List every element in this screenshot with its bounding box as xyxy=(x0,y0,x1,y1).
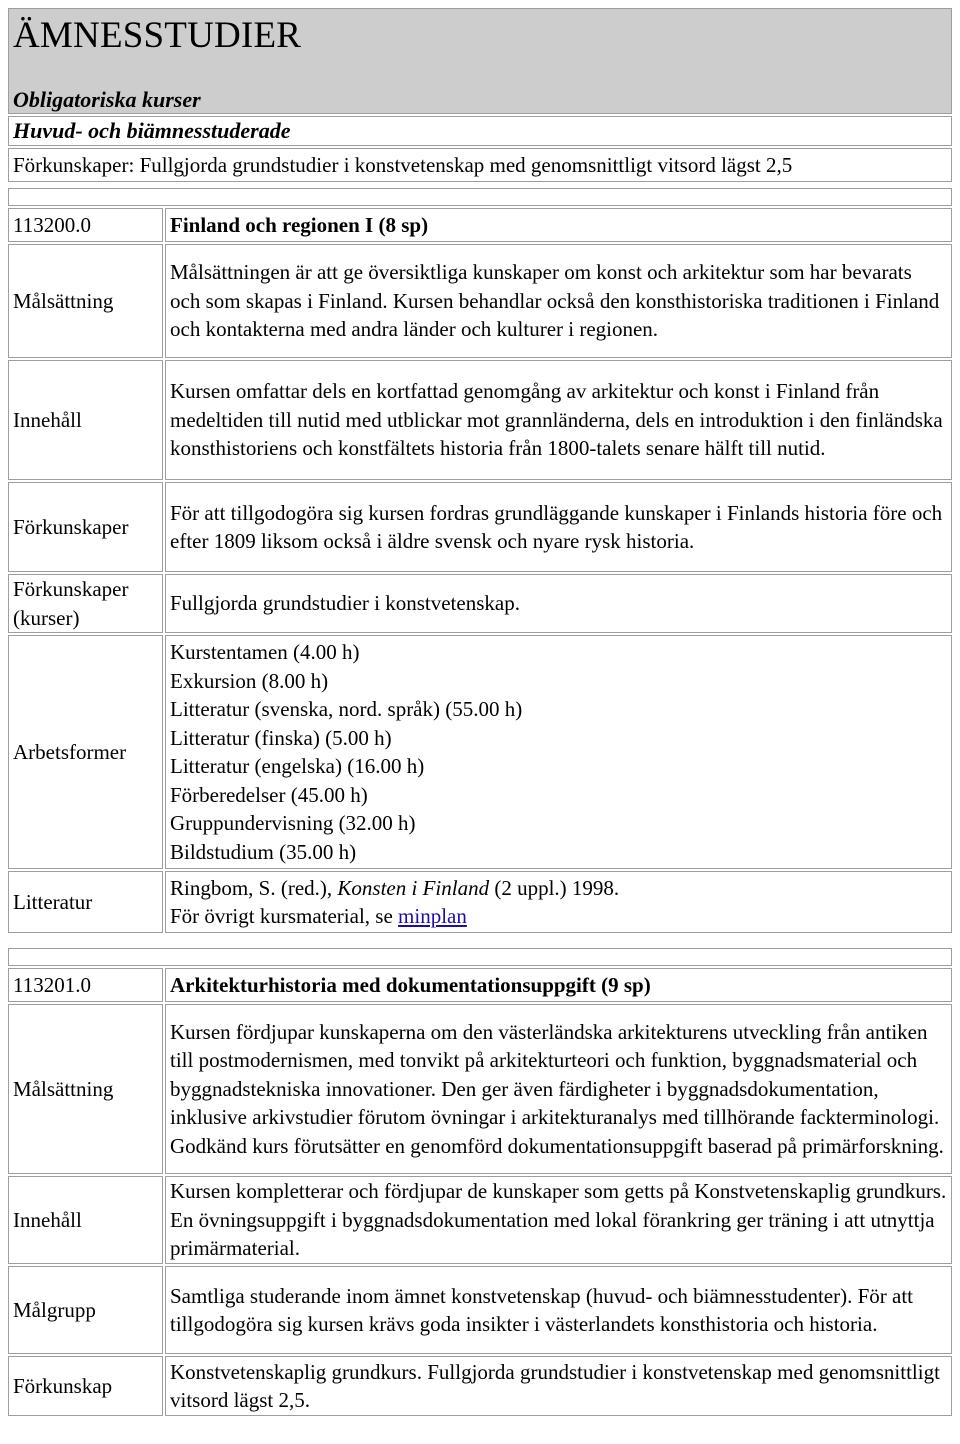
row-text-malsattning: Målsättningen är att ge översiktliga kunskaper om konst och arkitektur som har bevarats och som skapas i Finland. Kursen behandlar också den konsthistoriska traditionen i Finland och kontakterna med andra länder och kulturer i regionen. xyxy=(165,244,952,358)
course-code: 113200.0 xyxy=(8,208,163,242)
row-label-malsattning: Målsättning xyxy=(8,1004,163,1174)
literature-book-title: Konsten i Finland xyxy=(337,875,490,900)
workform-item: Förberedelser (45.00 h) xyxy=(170,782,368,807)
workform-item: Exkursion (8.00 h) xyxy=(170,668,329,693)
course-code: 113201.0 xyxy=(8,968,163,1002)
workform-item: Litteratur (svenska, nord. språk) (55.00 h) xyxy=(170,697,523,721)
row-label-forkunskap: Förkunskap xyxy=(8,1356,163,1416)
row-text-litteratur xyxy=(165,871,952,933)
student-group-heading: Huvud- och biämnesstuderade xyxy=(13,118,291,143)
row-label-innehall: Innehåll xyxy=(8,360,163,480)
row-text-malsattning: Kursen fördjupar kunskaperna om den västerländska arkitekturens utveckling från antiken till postmodernismen, med tonvikt på arkitekturteori och funktion, byggnadsmaterial och byggnadstekniska innovationer. Den ger även färdigheter i byggnadsdokumentation, inklusive arkivstudier förutom övningar i arkitekturanalys med tillhörande fackterminologi. Godkänd kurs förutsätter en genomförd dokumentationsuppgift baserad på primärforskning. xyxy=(165,1004,952,1174)
minplan-link[interactable]: minplan xyxy=(398,904,467,928)
subtitle2-cell xyxy=(8,116,952,146)
course-table-113200 xyxy=(6,186,954,935)
course-name: Finland och regionen I (8 sp) xyxy=(165,208,952,242)
row-text-innehall: Kursen kompletterar och fördjupar de kunskaper som getts på Konstvetenskaplig grundkurs. En övningsuppgift i byggnadsdokumentation med lokal förankring ger träning i att utnyttja primärmaterial. xyxy=(165,1176,952,1264)
page-title: ÄMNESSTUDIER xyxy=(13,15,302,56)
row-text-forkunskaper: För att tillgodogöra sig kursen fordras grundläggande kunskaper i Finlands historia före och efter 1809 liksom också i äldre svensk och nyare rysk historia. xyxy=(165,482,952,572)
row-text-forkunskap: Konstvetenskaplig grundkurs. Fullgjorda grundstudier i konstvetenskap med genomsnittligt vitsord lägst 2,5. xyxy=(165,1356,952,1416)
header-table xyxy=(6,6,954,184)
row-text-arbetsformer xyxy=(165,635,952,869)
course-table-113201 xyxy=(6,946,954,1418)
row-label-arbetsformer: Arbetsformer xyxy=(8,635,163,869)
row-label-innehall: Innehåll xyxy=(8,1176,163,1264)
workform-item: Litteratur (finska) (5.00 h) xyxy=(170,725,392,750)
row-label-litteratur: Litteratur xyxy=(8,871,163,933)
literature-note: För övrigt kursmaterial, se xyxy=(170,904,393,928)
title-cell xyxy=(8,8,952,114)
spacer-row xyxy=(8,188,952,206)
row-label-malgrupp: Målgrupp xyxy=(8,1266,163,1354)
page-subtitle: Obligatoriska kurser xyxy=(13,87,201,112)
workform-item: Bildstudium (35.00 h) xyxy=(170,839,357,864)
general-prereq: Förkunskaper: Fullgjorda grundstudier i konstvetenskap med genomsnittligt vitsord lägst 2,5 xyxy=(8,148,952,182)
workform-item: Kurstentamen (4.00 h) xyxy=(170,640,360,664)
row-label-forkunskaper: Förkunskaper xyxy=(8,482,163,572)
row-text-malgrupp: Samtliga studerande inom ämnet konstvetenskap (huvud- och biämnesstudenter). För att tillgodogöra sig kursen krävs goda insikter i västerlandets konsthistoria och historia. xyxy=(165,1266,952,1354)
spacer-row xyxy=(8,948,952,966)
literature-author: Ringbom, S. (red.), xyxy=(170,875,333,900)
literature-edition: (2 uppl.) 1998. xyxy=(494,875,620,900)
literature-line-2 xyxy=(170,902,947,931)
workform-item: Litteratur (engelska) (16.00 h) xyxy=(170,754,425,778)
row-label-forkunskaper-kurser: Förkunskaper (kurser) xyxy=(8,574,163,633)
row-label-malsattning: Målsättning xyxy=(8,244,163,358)
literature-line-1 xyxy=(170,874,947,903)
course-name: Arkitekturhistoria med dokumentationsuppgift (9 sp) xyxy=(165,968,952,1002)
row-text-innehall: Kursen omfattar dels en kortfattad genomgång av arkitektur och konst i Finland från medeltiden till nutid med utblickar mot grannländerna, dels en introduktion i den finländska konsthistoriens och konstfältets historia från 1800-talets senare hälft till nutid. xyxy=(165,360,952,480)
row-text-forkunskaper-kurser: Fullgjorda grundstudier i konstvetenskap. xyxy=(165,574,952,633)
workform-item: Gruppundervisning (32.00 h) xyxy=(170,811,416,835)
